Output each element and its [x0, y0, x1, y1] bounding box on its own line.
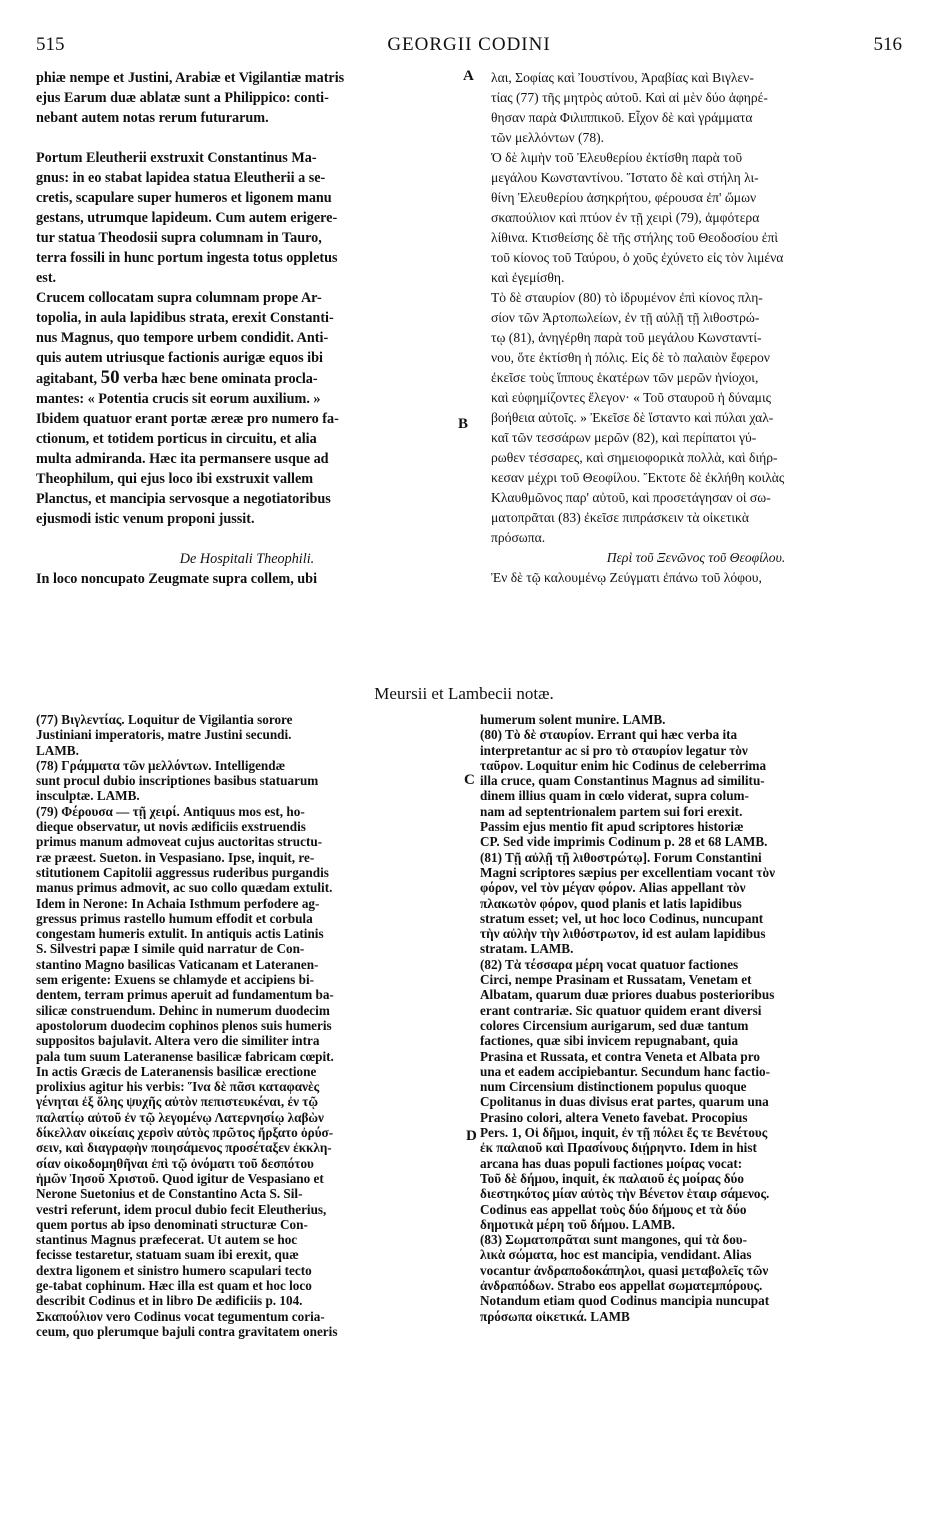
note-line: prolixius agitur his verbis: Ἵνα δὲ πᾶσι καταφανὲς	[36, 1079, 320, 1095]
greek-line: καὶ εὐφημίζοντες ἔλεγον· « Τοῦ σταυροῦ ἡ δύναμις	[491, 390, 771, 405]
note-line: dentem, terram primus aperuit ad fundamentum ba-	[36, 987, 334, 1003]
greek-line: σίον τῶν Ἀρτοπωλείων, ἐν τῇ αὐλῇ τῇ λιθοστρώ-	[491, 310, 760, 325]
latin-line-end: verba hæc bene ominata procla-	[119, 371, 318, 387]
note-line: CP. Sed vide imprimis Codinum p. 28 et 68 LAMB.	[480, 834, 768, 850]
note-line: ἡμῶν Ἰησοῦ Χριστοῦ. Quod igitur de Vespasiano et	[36, 1170, 324, 1186]
note-line: δημοτικὰ μέρη τοῦ δήμου. LAMB.	[480, 1216, 676, 1232]
note-line: Circi, nempe Prasinam et Russatam, Venetam et	[480, 972, 752, 988]
latin-line	[36, 368, 458, 389]
latin-line: quis autem utriusque factionis aurigæ equos ibi	[36, 350, 323, 366]
note-line: (80) Τὸ δὲ σταυρίον. Errant qui hæc verba ita	[480, 727, 738, 743]
notes-left-column	[36, 712, 456, 1339]
latin-column	[36, 68, 458, 589]
note-line: humerum solent munire. LAMB.	[480, 712, 666, 727]
latin-line: cretis, scapulare super humeros et ligonem manu	[36, 190, 332, 206]
note-line: παλατίῳ αὐτοῦ ἐν τῷ λεγομένῳ Λατερνησίῳ λαβὼν	[36, 1109, 324, 1125]
note-line: ταῦρον. Loquitur enim hic Codinus de celeberrima	[480, 757, 767, 773]
note-line: πρόσωπα οἰκετικά. LAMB	[480, 1308, 630, 1324]
note-line: arcana has duas populi factiones μοίρας vocat:	[480, 1155, 743, 1171]
latin-line: multa admiranda. Hæc ita permansere usque ad	[36, 451, 329, 467]
note-line: Τοῦ δὲ δήμου, inquit, ἐκ παλαιοῦ ἐς μοίρας δύο	[480, 1170, 744, 1186]
latin-line-start: agitabant,	[36, 371, 101, 387]
note-line: interpretantur ac si pro τὸ σταυρίον legatur τὸν	[480, 742, 748, 758]
note-line: dextra ligonem et sinistro humero scapulari tecto	[36, 1262, 312, 1278]
note-line: Idem in Nerone: In Achaia Isthmum perfodere ag-	[36, 895, 320, 911]
note-line: Justiniani imperatoris, matre Justini secundi.	[36, 727, 292, 743]
note-line: factiones, quæ sibi invicem repugnabant, quia	[480, 1033, 739, 1049]
margin-letter-a: A	[463, 68, 474, 84]
greek-line: θησαν παρὰ Φιλιππικοῦ. Εἶχον δὲ καὶ γράμματα	[491, 110, 753, 125]
note-line: In actis Græcis de Lateranensis basilicæ erectione	[36, 1063, 317, 1079]
note-line: Albatam, quarum duæ priores duabus posterioribus	[480, 987, 775, 1003]
note-line: describit Codinus et in libro De ædificiis p. 104.	[36, 1293, 303, 1309]
latin-line: phiæ nempe et Justini, Arabiæ et Vigilantiæ matris	[36, 70, 345, 86]
note-line: τὴν αὐλὴν τὴν λιθόστρωτον, id est aulam lapidibus	[480, 926, 766, 942]
note-line: sem erigente: Exuens se chlamyde et accipiens bi-	[36, 972, 314, 988]
note-line: σειν, καὶ διαγραφὴν ποιησάμενος προσέταξεν ἐκκλη-	[36, 1140, 332, 1156]
note-line: λικὰ σώματα, hoc est mancipia, vendidant. Alias	[480, 1247, 752, 1263]
note-line: ceum, quo plerumque bajuli contra gravitatem oneris	[36, 1323, 338, 1339]
note-line: gressus primus rastello humum effodit et corbula	[36, 910, 313, 926]
column-number: 50	[100, 367, 120, 388]
latin-line: ejus Earum duæ ablatæ sunt a Philippico: conti-	[36, 90, 329, 106]
latin-line: Portum Eleutherii exstruxit Constantinus Ma-	[36, 150, 317, 166]
margin-letter-d: D	[466, 1128, 477, 1144]
note-line: dinem illius quam in cœlo viderat, supra colum-	[480, 788, 749, 804]
note-line: vocantur ἀνδραποδοκάπηλοι, quasi μεταβολεῖς τῶν	[480, 1262, 769, 1278]
note-line: Cpolitanus in duas divisus erat partes, quarum una	[480, 1094, 769, 1110]
note-line: Notandum etiam quod Codinus mancipia nuncupat	[480, 1293, 770, 1309]
note-line: γένηται ἐξ ὅλης ψυχῆς αὐτὸν πεπιστευκέναι, ἐν τῷ	[36, 1094, 318, 1110]
note-line: (79) Φέρουσα — τῇ χειρί. Antiquus mos est, ho-	[36, 803, 305, 819]
greek-line: τῳ (81), ἀνηγέρθη παρὰ τοῦ μεγάλου Κωνσταντί-	[491, 330, 762, 345]
page-header	[36, 34, 902, 58]
latin-line: nebant autem notas rerum futurarum.	[36, 110, 269, 126]
note-line: stitutionem Capitolii aggressus ruderibus purgandis	[36, 864, 329, 880]
note-line: fecisse testaretur, statuam suam ibi erexit, quæ	[36, 1247, 299, 1263]
note-line: (81) Τῇ αὐλῇ τῇ λιθοστρώτῳ]. Forum Constantini	[480, 849, 762, 865]
note-line: S. Silvestri papæ I simile quid narratur de Con-	[36, 941, 305, 957]
latin-line: gnus: in eo stabat lapidea statua Eleutherii a se-	[36, 170, 326, 186]
note-line: colores Circensium aurigarum, sed duæ tantum	[480, 1017, 749, 1033]
margin-letter-b: B	[458, 416, 469, 432]
notes-title: Meursii et Lambecii notæ.	[374, 684, 554, 703]
greek-line: Ἐν δὲ τῷ καλουμένῳ Ζεύγματι ἐπάνω τοῦ λόφου,	[491, 570, 762, 585]
greek-line: τίας (77) τῆς μητρὸς αὐτοῦ. Καὶ αἱ μὲν δύο ἀφηρέ-	[491, 90, 768, 105]
note-line: stantino Magno basilicas Vaticanam et Lateranen-	[36, 956, 319, 972]
page-number-left: 515	[36, 34, 65, 55]
latin-line: gestans, utrumque lapideum. Cum autem erigere-	[36, 210, 338, 226]
greek-line: νου, ὅτε ἐκτίσθη ἡ πόλις. Εἰς δὲ τὸ παλαιὸν ἔφερον	[491, 350, 770, 365]
latin-line: est.	[36, 270, 57, 286]
margin-letter-c: C	[464, 772, 475, 788]
greek-line: ματοπρᾶται (83) ἐκεῖσε πιπράσκειν τὰ οἰκετικὰ	[491, 510, 749, 525]
note-line: dieque observatur, ut novis ædificiis exstruendis	[36, 819, 306, 835]
note-line: illa cruce, quam Constantinus Magnus ad similitu-	[480, 773, 765, 789]
note-line: primus manum admoveat cujus auctoritas structu-	[36, 834, 323, 850]
greek-line: λίθινα. Κτισθείσης δὲ τῆς στήλης τοῦ Θεοδοσίου ἐπὶ	[491, 230, 779, 245]
greek-line: θίνη Ἐλευθερίου ἀσηκρήτου, φέρουσα ἐπ' ὤμων	[491, 190, 757, 205]
latin-line: terra fossili in hunc portum ingesta totus oppletus	[36, 250, 338, 266]
note-line: Prasino colori, altera Veneto favebat. Procopius	[480, 1109, 748, 1125]
note-line: quem portus ab ipso denominati structuræ Con-	[36, 1216, 308, 1232]
greek-line: ἐκεῖσε τοὺς ἵππους ἑκατέρων τῶν μερῶν ἡνίοχοι,	[491, 370, 759, 385]
note-line: LAMB.	[36, 742, 79, 758]
note-line: una et eadem accipiebantur. Secundum hanc factio-	[480, 1063, 771, 1079]
latin-line: tur statua Theodosii supra columnam in Tauro,	[36, 230, 322, 246]
page-number-right: 516	[873, 34, 902, 55]
greek-line: λαι, Σοφίας καὶ Ἰουστίνου, Ἀραβίας καὶ Βιγλεν-	[491, 70, 754, 85]
note-line: Nerone Suetonius et de Constantino Acta S. Sil-	[36, 1186, 303, 1202]
greek-line: Ὁ δὲ λιμὴν τοῦ Ἐλευθερίου ἐκτίσθη παρὰ τοῦ	[491, 150, 743, 165]
greek-line: τοῦ κίονος τοῦ Ταύρου, ὁ χοῦς ἐχύνετο εἰς τὸν λιμένα	[491, 250, 784, 265]
latin-gap	[36, 128, 458, 148]
latin-line: Theophilum, qui ejus loco ibi exstruxit vallem	[36, 471, 314, 487]
note-line: (78) Γράμματα τῶν μελλόντων. Intelligendæ	[36, 757, 286, 773]
note-line: stantinus Magnus præfecerat. Ut autem se hoc	[36, 1232, 298, 1248]
greek-line: κεσαν μέχρι τοῦ Θεοφίλου. Ἔκτοτε δὲ ἐκλήθη κοιλὰς	[491, 470, 785, 485]
note-line: sunt procul dubio inscriptiones basibus statuarum	[36, 773, 319, 789]
note-line: ἐκ παλαιοῦ καὶ Πρασίνους διῄρηντο. Idem in hist	[480, 1140, 757, 1156]
greek-line: τῶν μελλόντων (78).	[491, 130, 605, 145]
note-line: silicæ construendum. Dehinc in numerum duodecim	[36, 1002, 330, 1018]
greek-line: πρόσωπα.	[491, 530, 546, 545]
note-line: insculptæ. LAMB.	[36, 788, 140, 804]
latin-line: Planctus, et mancipia servosque a negotiatoribus	[36, 491, 331, 507]
latin-line: nus Magnus, quo tempore urbem condidit. Anti-	[36, 330, 329, 346]
note-line: erant contrariæ. Sic quatuor quidem erant diversi	[480, 1002, 762, 1018]
note-line: (77) Βιγλεντίας. Loquitur de Vigilantia sorore	[36, 712, 293, 727]
greek-line: ρωθεν τέσσαρες, καὶ σημειοφορικὰ πολλὰ, καὶ διήρ-	[491, 450, 778, 465]
note-line: φόρον, vel τὸν μέγαν φόρον. Alias appellant τὸν	[480, 880, 746, 896]
note-line: διεστηκότος μίαν αὐτὸς τὴν Βένετον ἑταιρ σάμενος.	[480, 1186, 770, 1202]
latin-line: Crucem collocatam supra columnam prope Ar-	[36, 290, 322, 306]
greek-line: Κλαυθμῶνος παρ' αὐτοῦ, καὶ προσετάγησαν οἱ σω-	[491, 490, 771, 505]
greek-line: βοήθεια αὐτοῖς. » Ἐκεῖσε δὲ ἵσταντο καὶ πύλαι χαλ-	[491, 410, 774, 425]
greek-line: καῖ τῶν τεσσάρων μερῶν (82), καὶ περίπατοι γύ-	[491, 430, 757, 445]
latin-line: ctionum, et totidem porticus in circuitu, et alia	[36, 431, 317, 447]
latin-line: Ibidem quatuor erant portæ æreæ pro numero fa-	[36, 411, 339, 427]
note-line: apostolorum duodecim cophinos plenos suis humeris	[36, 1017, 332, 1033]
latin-line: ejusmodi istic venum proponi jussit.	[36, 511, 255, 527]
note-line: δίκελλαν οἰκείαις χερσὶν αὐτὸς πρῶτος ἤρξατο ὀρύσ-	[36, 1125, 334, 1141]
note-line: πλακωτὸν φόρον, quod planis et latis lapidibus	[480, 895, 742, 911]
note-line: num Circensium distinctionem populus quoque	[480, 1079, 747, 1095]
note-line: manus primus admovit, ac suo collo quædam extulit.	[36, 880, 333, 896]
greek-line: μεγάλου Κωνσταντίνου. Ἵστατο δὲ καὶ στήλη λι-	[491, 170, 759, 185]
latin-line: topolia, in aula lapidibus strata, erexit Constanti-	[36, 310, 334, 326]
note-line: Passim ejus mentio fit apud scriptores historiæ	[480, 819, 744, 835]
note-line: nam ad septentrionalem partem sui fori erexit.	[480, 803, 743, 819]
greek-line: καὶ ἐγεμίσθη.	[491, 270, 565, 285]
note-line: vestri referunt, idem procul dubio fecit Eleutherius,	[36, 1201, 327, 1217]
note-line: σίαν οἰκοδομηθῆναι ἐπὶ τῷ ὀνόματι τοῦ δεσπότου	[36, 1155, 314, 1171]
note-line: Pers. 1, Οἱ δῆμοι, inquit, ἐν τῇ πόλει ἔς τε Βενέτους	[480, 1125, 768, 1141]
note-line: Codinus eas appellat τοὺς δύο δήμους et τὰ δύο	[480, 1201, 747, 1217]
note-line: (83) Σωματοπρᾶται sunt mangones, qui τὰ δου-	[480, 1232, 748, 1248]
running-title: GEORGII CODINI	[387, 34, 551, 55]
latin-section-heading: De Hospitali Theophili.	[179, 551, 315, 567]
note-line: Prasina et Russata, et contra Veneta et Albata pro	[480, 1048, 760, 1064]
latin-line: mantes: « Potentia crucis sit eorum auxilium. »	[36, 391, 321, 407]
greek-section-heading: Περὶ τοῦ Ξενῶνος τοῦ Θεοφίλου.	[606, 550, 786, 565]
note-line: Σκαπούλιον vero Codinus vocat tegumentum coria-	[36, 1308, 325, 1324]
note-line: congestam humeris extulit. In antiquis actis Latinis	[36, 926, 324, 942]
greek-line: Τὸ δὲ σταυρίον (80) τὸ ἱδρυμένον ἐπὶ κίονος πλη-	[491, 290, 763, 305]
note-line: suppositos bajulavit. Altera vero die similiter intra	[36, 1033, 320, 1049]
note-line: stratam. LAMB.	[480, 941, 574, 957]
note-line: (82) Τὰ τέσσαρα μέρη vocat quatuor factiones	[480, 956, 739, 972]
note-line: ἀνδραπόδων. Strabo eos appellat σωματεμπόρους.	[480, 1277, 763, 1293]
latin-line: In loco noncupato Zeugmate supra collem, ubi	[36, 571, 318, 587]
greek-line: σκαπούλιον καὶ πτύον ἐν τῇ χειρὶ (79), ἀμφότερα	[491, 210, 760, 225]
notes-right-column	[480, 712, 902, 1324]
note-line: Magni scriptores sæpius per excellentiam vocant τὸν	[480, 864, 775, 880]
note-line: ræ præest. Sueton. in Vespasiano. Ipse, inquit, re-	[36, 849, 315, 865]
latin-gap	[36, 529, 458, 549]
note-line: ge-tabat cophinum. Hæc illa est quam et hoc loco	[36, 1277, 312, 1293]
note-line: pala tum suum Lateranense basilicæ fabricam cœpit.	[36, 1048, 334, 1064]
note-line: stratum esset; vel, ut hoc loco Codinus, nuncupant	[480, 910, 764, 926]
greek-column	[491, 68, 901, 588]
